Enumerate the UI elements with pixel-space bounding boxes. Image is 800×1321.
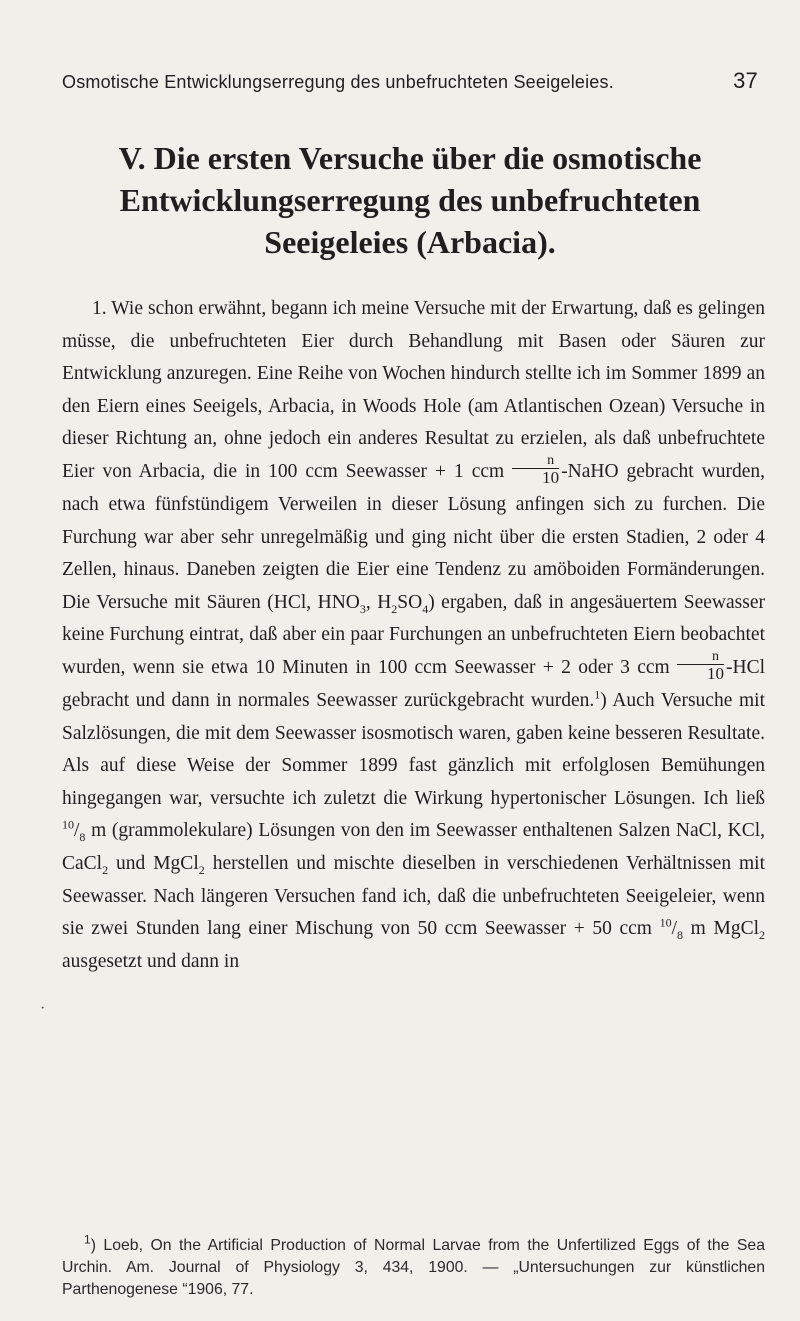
fraction-n-10 xyxy=(677,650,724,683)
footnote xyxy=(62,1232,765,1301)
fraction-denominator: 10 xyxy=(707,664,724,683)
section-title-line-1: V. Die ersten Versuche über die osmotische xyxy=(118,140,702,176)
fraction-n-10 xyxy=(512,454,559,487)
text-segment: ) ergaben, daß in angesäuertem Seewasser keine Furchung eintrat, daß aber ein paar Furchungen an unbefruchteten Eiern beobachtet wurden, wenn sie etwa 10 Minuten in 100 ccm Seewasser + 2 oder 3 ccm xyxy=(62,591,765,678)
running-title: Osmotische Entwicklungserregung des unbefruchteten Seeigeleies. xyxy=(62,72,614,92)
text-segment: / xyxy=(671,918,678,940)
subscript: 2 xyxy=(102,862,109,877)
page-number: 37 xyxy=(733,68,758,93)
text-segment: und MgCl xyxy=(108,852,199,874)
margin-mark: · xyxy=(40,1000,46,1017)
subscript: 2 xyxy=(759,928,765,943)
text-segment: -NaHO gebracht wurden, nach etwa fünfstündigem Verweilen in dieser Lösung anfingen sich zu furchen. Die Furchung war aber sehr unregelmäßig und ging nicht über die ersten Stadien, 2 oder 4 Zellen, hinaus. Daneben zeigten die Eier eine Tendenz zu amöboiden Formänderungen. Die Versuche mit Säuren (HCl, HNO xyxy=(62,460,765,613)
subscript: 8 xyxy=(79,830,86,845)
paragraph-1 xyxy=(62,293,765,978)
running-header xyxy=(62,68,758,94)
superscript: 10 xyxy=(659,915,672,930)
fraction-denominator: 10 xyxy=(542,468,560,487)
superscript: 10 xyxy=(62,817,74,832)
section-title-line-2: Entwicklungserregung des unbefruchteten xyxy=(119,182,701,218)
subscript: 2 xyxy=(391,601,398,616)
section-title-line-3: Seeigeleies (Arbacia). xyxy=(264,224,556,260)
text-segment: m MgCl xyxy=(683,918,759,940)
subscript: 3 xyxy=(359,601,366,616)
text-segment: , H xyxy=(365,591,392,613)
fraction-numerator: n xyxy=(512,454,559,469)
subscript: 2 xyxy=(198,862,205,877)
text-segment: 1. Wie schon erwähnt, begann ich meine Versuche mit der Erwartung, daß es gelingen müsse, die unbefruchteten Eier durch Behandlung mit Basen oder Säuren zur Entwicklung anzuregen. Eine Reihe von Wochen hindurch stellte ich im Sommer 1899 an den Eiern eines Seeigels, Arbacia, in Woods Hole (am Atlantischen Ozean) Versuche in dieser Richtung an, ohne jedoch ein anderes Resultat zu erzielen, als daß unbefruchtete Eier von Arbacia, die in 100 ccm Seewasser + 1 ccm xyxy=(62,298,765,482)
subscript: 4 xyxy=(422,601,429,616)
body-text xyxy=(62,293,765,978)
text-segment: / xyxy=(74,820,80,842)
footnote-text: ) Loeb, On the Artificial Production of Normal Larvae from the Unfertilized Eggs of the Sea Urchin. Am. Journal of Physiology 3, 434, 1900. — „Untersuchungen zur künstlichen Parthenogenese “1906, 77. xyxy=(62,1237,765,1298)
text-segment: SO xyxy=(397,591,423,613)
section-title xyxy=(62,137,758,263)
text-segment: ausgesetzt und dann in xyxy=(62,950,240,972)
footnote-reference: 1 xyxy=(594,687,601,702)
footnote-paragraph xyxy=(62,1232,765,1301)
subscript: 8 xyxy=(677,928,684,943)
text-segment: m (grammolekulare) Lösungen von den im Seewasser enthaltenen Salzen NaCl, KCl, CaCl xyxy=(62,820,765,874)
fraction-numerator: n xyxy=(677,650,724,665)
text-segment: herstellen und mischte dieselben in verschiedenen Verhältnissen mit Seewasser. Nach längeren Versuchen fand ich, daß die unbefruchteten Seeigeleier, wenn sie zwei Stunden lang einer Mischung von 50 ccm Seewasser + 50 ccm xyxy=(62,852,766,940)
footnote-marker: 1 xyxy=(84,1232,91,1247)
text-segment: -HCl gebracht und dann in normales Seewasser zurückgebracht wurden. xyxy=(62,656,765,711)
text-segment: ) Auch Versuche mit Salzlösungen, die mit dem Seewasser isosmotisch waren, gaben keine besseren Resultate. Als auf diese Weise der Sommer 1899 fast gänzlich mit erfolglosen Bemühungen hingegangen war, versuchte ich zuletzt die Wirkung hypertonischer Lösungen. Ich ließ xyxy=(62,690,765,809)
